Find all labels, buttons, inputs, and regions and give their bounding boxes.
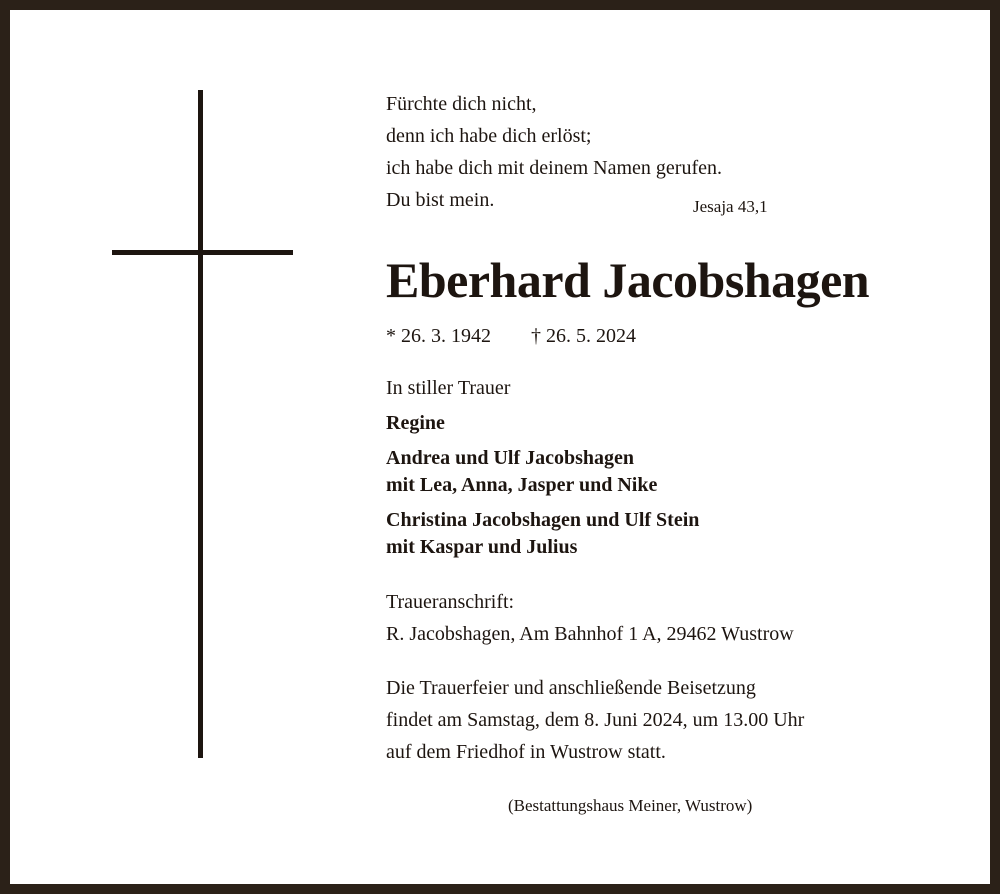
mourner-line: mit Kaspar und Julius — [386, 536, 578, 558]
ceremony-info — [386, 672, 804, 768]
ceremony-line-2: findet am Samstag, dem 8. Juni 2024, um 13.00 Uhr — [386, 709, 805, 731]
mourner-line: Andrea und Ulf Jacobshagen — [386, 447, 635, 469]
mourning-intro: In stiller Trauer — [386, 377, 511, 399]
ceremony-line-1: Die Trauerfeier und anschließende Beisetzung — [386, 677, 756, 699]
birth-date: * 26. 3. 1942 — [386, 325, 491, 347]
verse-line-3: ich habe dich mit deinem Namen gerufen. — [386, 157, 722, 179]
mourner-line: Christina Jacobshagen und Ulf Stein — [386, 509, 700, 531]
verse-line-2: denn ich habe dich erlöst; — [386, 125, 592, 147]
mourner-line: mit Lea, Anna, Jasper und Nike — [386, 474, 658, 496]
verse-reference: Jesaja 43,1 — [693, 197, 768, 216]
ceremony-line-3: auf dem Friedhof in Wustrow statt. — [386, 741, 666, 763]
cross-icon-vertical-bar — [198, 90, 203, 758]
verse-line-1: Fürchte dich nicht, — [386, 93, 537, 115]
address-label: Traueranschrift: — [386, 591, 515, 613]
mourning-address — [386, 586, 794, 650]
mourner-group — [386, 410, 699, 437]
cross-icon-horizontal-bar — [112, 250, 293, 255]
funeral-home: (Bestattungshaus Meiner, Wustrow) — [508, 796, 753, 815]
mourner-group — [386, 507, 699, 561]
death-date: † 26. 5. 2024 — [531, 325, 636, 347]
verse-line-4: Du bist mein. — [386, 189, 495, 211]
bible-verse — [386, 88, 722, 216]
deceased-name: Eberhard Jacobshagen — [386, 252, 870, 308]
mourner-line: Regine — [386, 412, 445, 434]
obituary-notice — [10, 10, 990, 884]
mourners-list — [386, 410, 699, 569]
address-value: R. Jacobshagen, Am Bahnhof 1 A, 29462 Wustrow — [386, 623, 794, 645]
life-dates — [386, 322, 636, 350]
mourner-group — [386, 445, 699, 499]
